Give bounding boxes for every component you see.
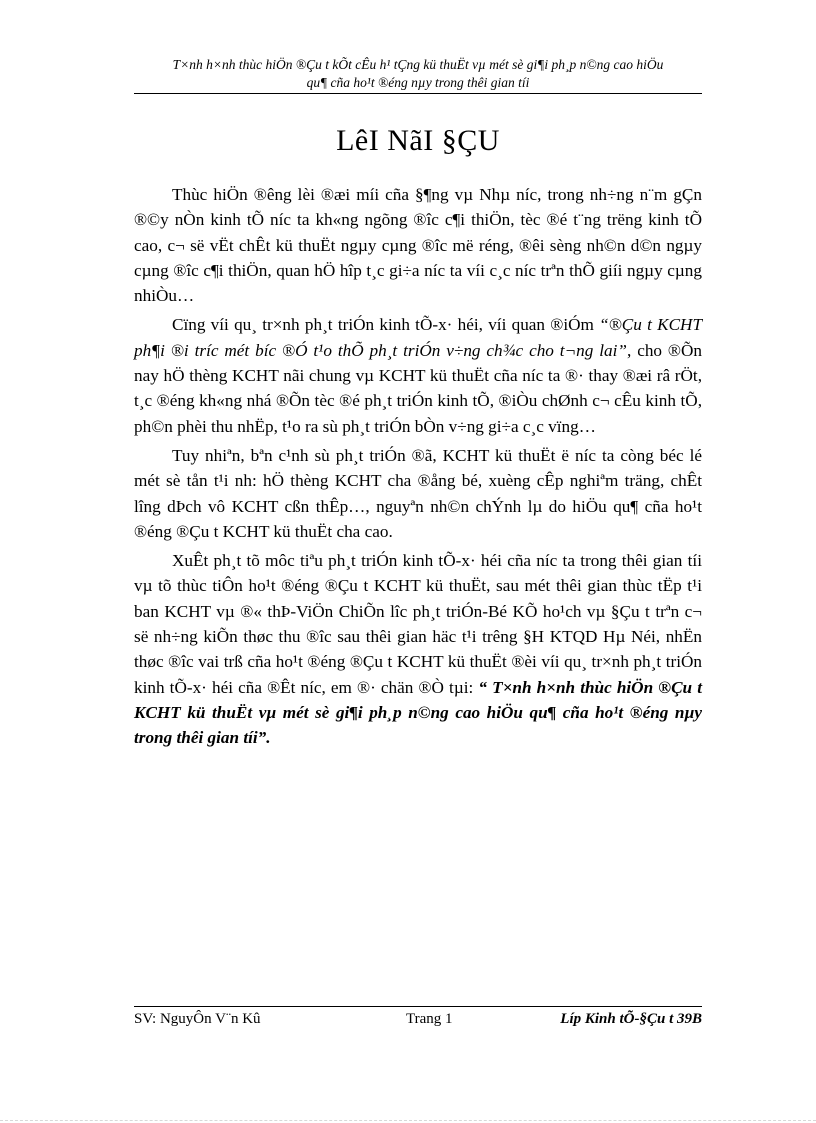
footer-student: SV: NguyÔn V¨n Kû xyxy=(134,1011,261,1027)
running-header xyxy=(134,56,702,92)
paragraph-4 xyxy=(134,548,702,750)
paragraph-2-text-b: , cho ®Õn nay hÖ thèng KCHT nãi chung vµ KCHT kü thuËt cña níc ta ®· thay ®æi râ rÖt, t¸c ®éng kh«ng nhá ®Õn tèc ®é ph¸t triÓn kinh tÕ, ®iÒu chØnh c¬ cÊu kinh tÕ, ph©n phèi thu nhËp, t¹o ra sù ph¸t triÓn bÒn v÷ng gi÷a c¸c vïng… xyxy=(134,340,702,436)
header-line-2: qu¶ cña ho¹t ®éng nµy trong thêi gian tíi xyxy=(306,75,530,90)
header-line-1: T×nh h×nh thùc hiÖn ®Çu t kÕt cÊu h¹ tÇng kü thuËt vµ mét sè gi¶i ph¸p n©ng cao hiÖu xyxy=(172,57,664,72)
paragraph-2-quote: “®Çu t KCHT ph¶i ®i tríc mét bíc ®Ó t¹o thÕ ph¸t triÓn v÷ng ch¾c cho t¬ng lai” xyxy=(134,315,702,360)
paragraph-2 xyxy=(134,312,702,438)
page-title: LêI NãI §ÇU xyxy=(336,124,500,157)
paragraph-2-text-a: Cïng víi qu¸ tr×nh ph¸t triÓn kinh tÕ-x· héi, víi quan ®iÓm xyxy=(172,315,600,335)
header-divider xyxy=(134,93,702,94)
footer-page-number: Trang 1 xyxy=(406,1011,453,1027)
running-footer xyxy=(134,1011,702,1033)
document-body xyxy=(134,182,702,755)
thesis-title: “ T×nh h×nh thùc hiÖn ®Çu t KCHT kü thuËt vµ mét sè gi¶i ph¸p n©ng cao hiÖu qu¶ cña ho¹t ®éng nµy trong thêi gian tíi”. xyxy=(134,677,702,748)
paragraph-4-text: XuÊt ph¸t tõ môc tiªu ph¸t triÓn kinh tÕ-x· héi cña níc ta trong thêi gian tíi vµ tõ thùc tiÔn ho¹t ®éng ®Çu t KCHT kü thuËt, sau mét thêi gian thùc tËp t¹i ban KCHT vµ ®« thÞ-ViÖn ChiÕn lîc ph¸t triÓn-Bé KÕ ho¹ch vµ §Çu t trªn c¬ së nh÷ng kiÕn thøc thu ®îc sau thêi gian häc t¹i trêng §H KTQD Hµ Néi, nhËn thøc ®îc vai trß cña ho¹t ®éng ®Çu t KCHT kü thuËt ®èi víi qu¸ tr×nh ph¸t triÓn kinh tÕ-x· héi cña ®Êt níc, em ®· chän ®Ò tµi: xyxy=(134,551,702,697)
paragraph-1: Thùc hiÖn ®êng lèi ®æi míi cña §¶ng vµ Nhµ níc, trong nh÷ng n¨m gÇn ®©y nÒn kinh tÕ níc ta kh«ng ngõng ®îc c¶i thiÖn, tèc ®é t¨ng trëng kinh tÕ cao, c¬ së vËt chÊt kü thuËt ngµy cµng ®îc më réng, ®êi sèng nh©n d©n ngµy cµng ®îc c¶i thiÖn, quan hÖ hîp t¸c gi÷a níc ta víi c¸c níc trªn thÕ giíi ngµy cµng nhiÒu… xyxy=(134,185,702,306)
footer-divider xyxy=(134,1006,702,1007)
paragraph-3: Tuy nhiªn, bªn c¹nh sù ph¸t triÓn ®ã, KCHT kü thuËt ë níc ta còng béc lé mét sè tån t¹i nh: hÖ thèng KCHT cha ®ång bé, xuèng cÊp nghiªm träng, chÊt lîng dÞch vô KCHT cßn thÊp…, nguyªn nh©n chÝnh lµ do hiÖu qu¶ cña ho¹t ®éng ®Çu t KCHT kü thuËt cha cao. xyxy=(134,445,702,541)
page-bottom-edge xyxy=(0,1120,816,1121)
footer-class: Líp Kinh tÕ-§Çu t 39B xyxy=(560,1011,702,1027)
